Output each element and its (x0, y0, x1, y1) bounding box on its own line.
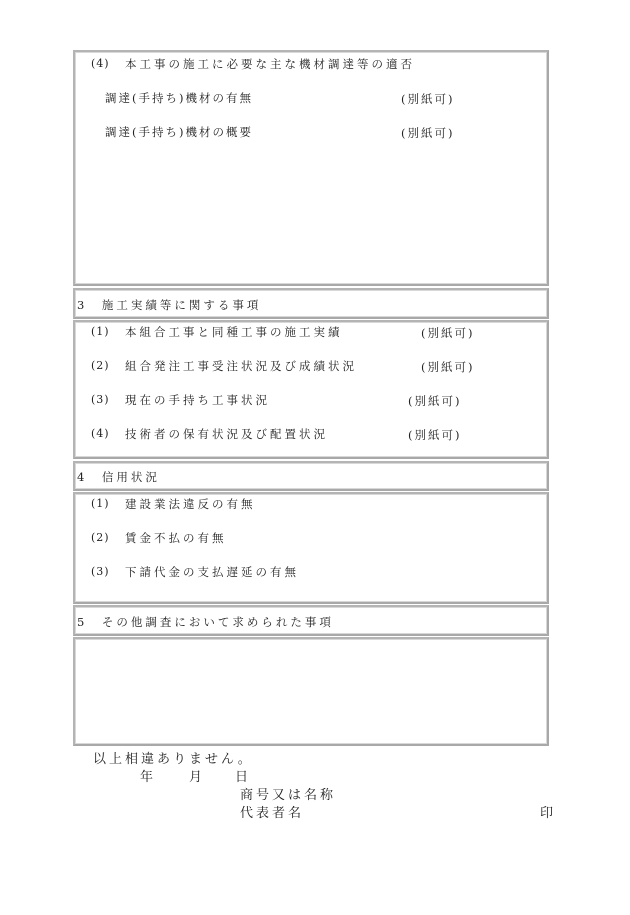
seal-mark: 印 (540, 806, 554, 821)
section-4-body (73, 492, 549, 604)
attachment-note: (別紙可) (401, 92, 455, 106)
attachment-note: (別紙可) (421, 326, 475, 340)
item-label: 技術者の保有状況及び配置状況 (125, 427, 328, 441)
item-label: 本組合工事と同種工事の施工実績 (125, 325, 343, 339)
attachment-note: (別紙可) (401, 126, 455, 140)
section-4-header (73, 461, 549, 491)
declaration-text: 以上相違ありません。 (93, 752, 254, 767)
line-label: 調達(手持ち)機材の概要 (105, 125, 253, 139)
month-label: 月 (189, 770, 206, 785)
item-number: (1) (91, 325, 110, 338)
attachment-note: (別紙可) (408, 428, 462, 442)
line-label: 調達(手持ち)機材の有無 (105, 91, 253, 105)
item-label: 現在の手持ち工事状況 (125, 393, 270, 407)
item-title: 本工事の施工に必要な主な機材調達等の適否 (125, 57, 415, 71)
item-number: (4) (91, 57, 110, 70)
section-title: 4 信用状況 (77, 470, 160, 484)
day-label: 日 (235, 770, 252, 785)
item-label: 建設業法違反の有無 (125, 497, 256, 511)
section-3-body (73, 320, 549, 459)
item-number: (3) (91, 393, 110, 406)
item-label: 賃金不払の有無 (125, 531, 227, 545)
attachment-note: (別紙可) (408, 394, 462, 408)
item-label: 組合発注工事受注状況及び成績状況 (125, 359, 357, 373)
section-5-body (73, 637, 549, 746)
item-number: (4) (91, 427, 110, 440)
representative-label: 代表者名 (240, 806, 305, 821)
item-number: (1) (91, 497, 110, 510)
item-number: (2) (91, 359, 110, 372)
attachment-note: (別紙可) (421, 360, 475, 374)
company-name-label: 商号又は名称 (240, 788, 337, 803)
year-label: 年 (140, 770, 157, 785)
item-number: (2) (91, 531, 110, 544)
section-title: 3 施工実績等に関する事項 (77, 298, 262, 312)
section-title: 5 その他調査において求められた事項 (77, 615, 334, 629)
equipment-procurement-box (73, 50, 549, 286)
section-3-header (73, 288, 549, 319)
item-label: 下請代金の支払遅延の有無 (125, 565, 299, 579)
section-5-header (73, 605, 549, 636)
item-number: (3) (91, 565, 110, 578)
